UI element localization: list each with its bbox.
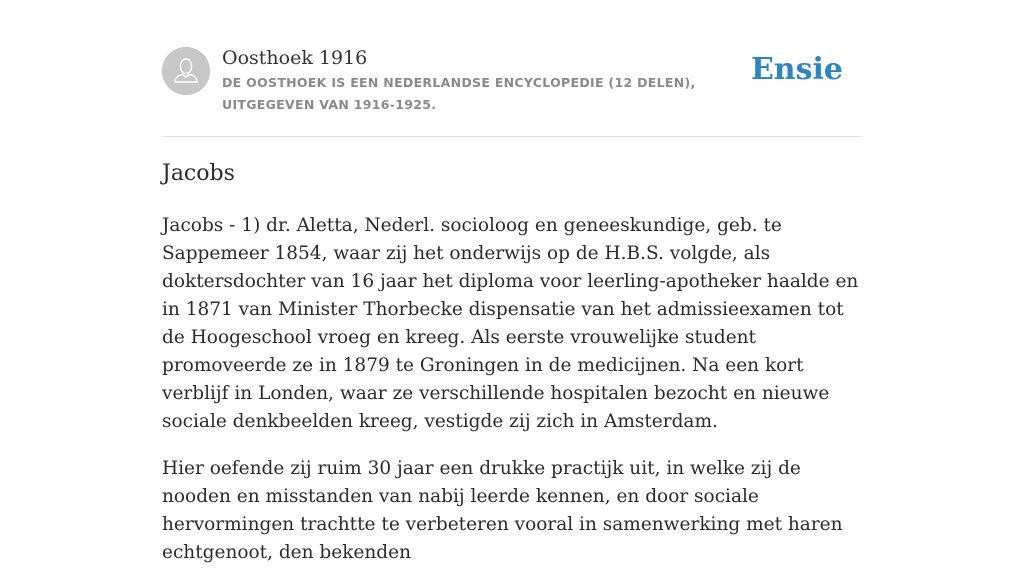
page: [162, 0, 862, 563]
entry-body: [162, 212, 862, 586]
entry-title: Jacobs: [162, 161, 235, 186]
source-header: [162, 46, 862, 137]
source-title[interactable]: Oosthoek 1916: [222, 47, 368, 69]
source-description: DE OOSTHOEK IS EEN NEDERLANDSE ENCYCLOPEDIE (12 DELEN), UITGEGEVEN VAN 1916-1925.: [222, 75, 696, 112]
entry-paragraph: Jacobs - 1) dr. Aletta, Nederl. socioloog en geneeskundige, geb. te Sappemeer 1854, waar zij het onderwijs op de H.B.S. volgde, als doktersdochter van 16 jaar het diploma voor leerling-apotheker haalde en in 1871 van Minister Thorbecke dispensatie van het admissieexamen tot de Hoogeschool vroeg en kreeg. Als eerste vrouwelijke student promoveerde ze in 1879 te Groningen in de medicijnen. Na een kort verblijf in Londen, waar ze verschillende hospitalen bezocht en nieuwe sociale denkbeelden kreeg, vestigde zij zich in Amsterdam.: [162, 215, 859, 432]
brand-logo[interactable]: Ensie: [750, 52, 843, 87]
entry-paragraph: Hier oefende zij ruim 30 jaar een drukke practijk uit, in welke zij de nooden en misstanden van nabij leerde kennen, en door sociale hervormingen trachtte te verbeteren vooral in samenwerking met haren echtgenoot, den bekenden: [162, 458, 843, 563]
user-icon[interactable]: [162, 47, 210, 95]
